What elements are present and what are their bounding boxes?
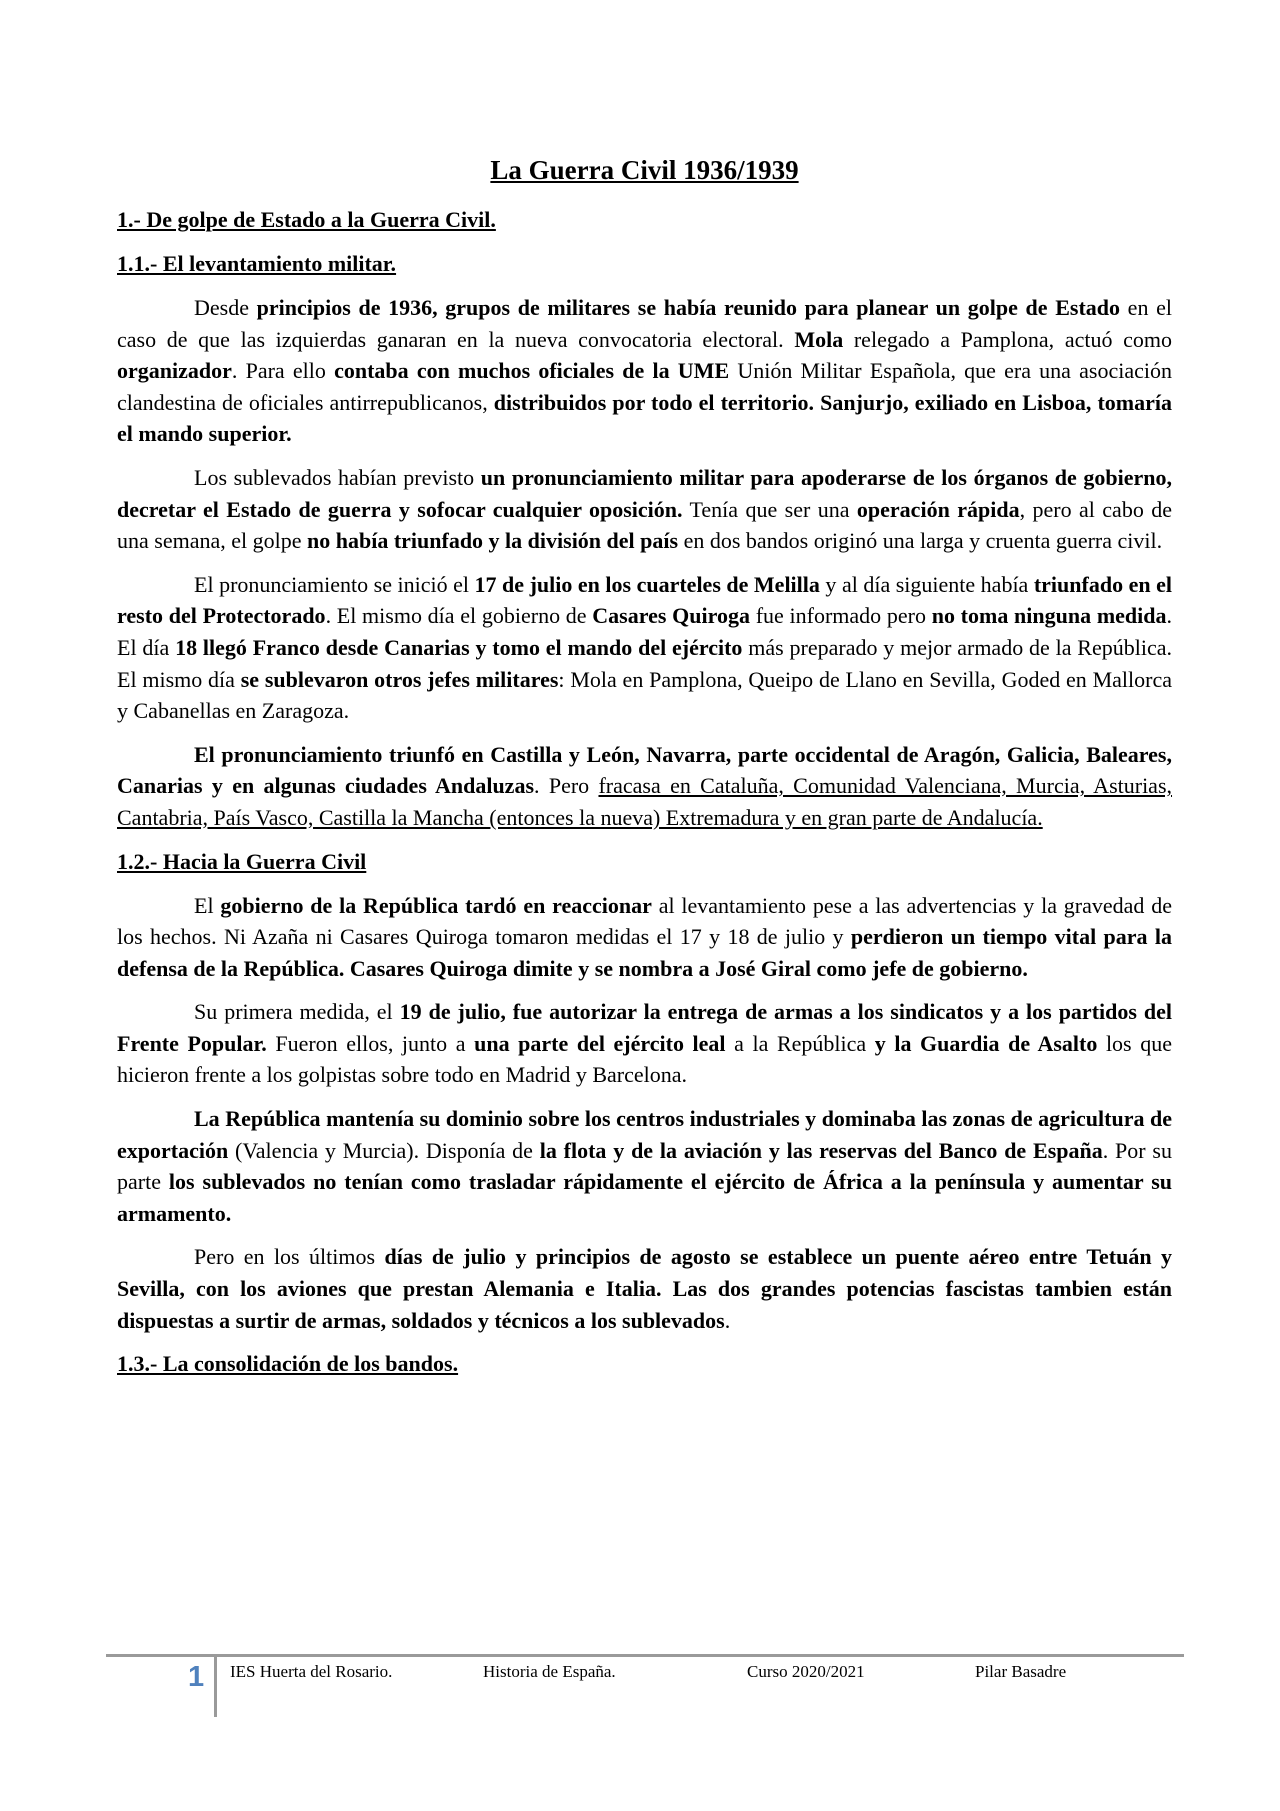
paragraph bbox=[117, 739, 1172, 834]
page-number: 1 bbox=[188, 1661, 205, 1693]
text-run: no toma ninguna medida bbox=[931, 603, 1167, 629]
text-run: El pronunciamiento triunfó en Castilla y León, Navarra, parte occidental de Aragón, Galicia, Baleares, Canarias y en algunas ciudades Andaluzas bbox=[117, 741, 1172, 799]
text-run: días de julio y principios de agosto se establece un puente aéreo entre Tetuán y Sevilla, con los aviones que prestan Alemania e Italia. Las dos grandes potencias fascistas tambien están dispuestas a surtir de armas, soldados y técnicos a los sublevados bbox=[117, 1244, 1172, 1333]
footer-school: IES Huerta del Rosario. bbox=[230, 1662, 393, 1681]
text-run: El bbox=[194, 892, 221, 918]
document-page bbox=[117, 150, 1172, 1392]
paragraph bbox=[117, 1241, 1172, 1336]
text-run: 19 de julio, fue autorizar la entrega de armas a los sindicatos y a los partidos del Frente Popular. bbox=[117, 999, 1172, 1056]
paragraph bbox=[117, 1103, 1172, 1229]
text-run: . Por su parte bbox=[117, 1137, 1172, 1195]
page-title: La Guerra Civil 1936/1939 bbox=[490, 155, 799, 185]
footer-vertical-divider bbox=[214, 1657, 217, 1717]
text-run: se sublevaron otros jefes militares bbox=[240, 666, 559, 692]
text-run: . El día bbox=[117, 603, 1172, 660]
footer-author: Pilar Basadre bbox=[975, 1662, 1067, 1681]
text-run: los sublevados no tenían como trasladar rápidamente el ejército de África a la península y aumentar su armamento. bbox=[117, 1169, 1173, 1226]
text-run: y la Guardia de Asalto bbox=[874, 1030, 1098, 1056]
section-heading-1: 1.- De golpe de Estado a la Guerra Civil. bbox=[117, 207, 496, 232]
text-run: principios de 1936, grupos de militares se había reunido para planear un golpe de Estado bbox=[256, 295, 1121, 320]
text-run: perdieron un tiempo vital para la defensa de la República. Casares Quiroga dimite y se nombra a José Giral como jefe de gobierno. bbox=[117, 924, 1172, 981]
text-run: al levantamiento pese a las advertencias y la gravedad de los hechos. Ni Azaña ni Casares Quiroga tomaron medidas el 17 y 18 de julio y bbox=[117, 892, 1172, 950]
text-run: los que hicieron frente a los golpistas sobre todo en Madrid y Barcelona. bbox=[117, 1030, 1172, 1088]
text-run: triunfado en el resto del Protectorado bbox=[117, 571, 1172, 629]
footer-course: Curso 2020/2021 bbox=[747, 1662, 865, 1681]
text-run: relegado a Pamplona, actuó como bbox=[843, 326, 1172, 352]
text-run: Fueron ellos, junto a bbox=[266, 1030, 475, 1056]
text-run: Desde bbox=[194, 295, 257, 320]
paragraph bbox=[117, 292, 1172, 450]
text-run: Mola bbox=[794, 326, 844, 352]
text-run: , pero al cabo de una semana, el golpe bbox=[117, 496, 1173, 554]
text-run: : Mola en Pamplona, Queipo de Llano en Sevilla, Goded en Mallorca y Cabanellas en Zaragoza. bbox=[117, 666, 1172, 724]
paragraph bbox=[117, 462, 1172, 557]
text-run: una parte del ejército leal bbox=[474, 1030, 726, 1056]
text-run: a la República bbox=[725, 1030, 875, 1056]
section-heading-1-3: 1.3.- La consolidación de los bandos. bbox=[117, 1351, 459, 1377]
text-run: Su primera medida, el bbox=[194, 999, 400, 1025]
text-run: Unión Militar Española, que era una asociación clandestina de oficiales antirrepublicanos, bbox=[117, 358, 1172, 415]
text-run: distribuidos por todo el territorio. Sanjurjo, exiliado en Lisboa, tomaría el mando superior. bbox=[117, 389, 1172, 447]
paragraph bbox=[117, 569, 1172, 727]
text-run: 17 de julio en los cuarteles de Melilla bbox=[474, 571, 820, 597]
text-run: en dos bandos originó una larga y cruenta guerra civil. bbox=[678, 528, 1163, 554]
footer-subject: Historia de España. bbox=[483, 1662, 616, 1681]
text-run: . Pero bbox=[534, 773, 599, 799]
text-run: Los sublevados habían previsto bbox=[194, 464, 481, 490]
text-run: 18 llegó Franco desde Canarias y tomo el mando del ejército bbox=[175, 634, 743, 660]
text-run: no había triunfado y la división del país bbox=[307, 528, 679, 554]
text-run: . Para ello bbox=[231, 358, 335, 384]
section-heading-1-1: 1.1.- El levantamiento militar. bbox=[117, 251, 397, 276]
text-run: la flota y de la aviación y las reservas del Banco de España bbox=[539, 1137, 1103, 1163]
text-run: y al día siguiente había bbox=[819, 571, 1034, 597]
text-run: El pronunciamiento se inició el bbox=[194, 571, 475, 597]
text-run: operación rápida bbox=[856, 496, 1020, 522]
text-run: fue informado pero bbox=[750, 603, 932, 629]
paragraph bbox=[117, 890, 1172, 985]
paragraph bbox=[117, 996, 1172, 1091]
text-run: (Valencia y Murcia). Disponía de bbox=[228, 1137, 540, 1163]
text-run: La República mantenía su dominio sobre los centros industriales y dominaba las zonas de agricultura de exportación bbox=[117, 1106, 1172, 1163]
footer-divider bbox=[106, 1654, 1184, 1657]
text-run: organizador bbox=[117, 358, 232, 384]
text-run: . El mismo día el gobierno de bbox=[325, 603, 593, 629]
text-run: gobierno de la República tardó en reaccionar bbox=[220, 892, 652, 918]
text-run: . bbox=[724, 1307, 731, 1333]
text-run: Casares Quiroga bbox=[592, 603, 750, 629]
section-heading-1-2: 1.2.- Hacia la Guerra Civil bbox=[117, 848, 367, 874]
text-run: más preparado y mejor armado de la República. El mismo día bbox=[117, 634, 1172, 692]
text-run: contaba con muchos oficiales de la UME bbox=[334, 358, 730, 384]
text-run: en el caso de que las izquierdas ganaran en la nueva convocatoria electoral. bbox=[117, 295, 1172, 352]
text-run: fracasa en Cataluña, Comunidad Valenciana, Murcia, Asturias, Cantabria, País Vasco, Castilla la Mancha (entonces la nueva) Extremadura y en gran parte de Andalucía. bbox=[117, 773, 1173, 830]
text-run: Tenía que ser una bbox=[682, 496, 857, 522]
text-run: un pronunciamiento militar para apoderarse de los órganos de gobierno, decretar el Estado de guerra y sofocar cualquier oposición. bbox=[117, 464, 1172, 522]
text-run: Pero en los últimos bbox=[194, 1244, 385, 1270]
